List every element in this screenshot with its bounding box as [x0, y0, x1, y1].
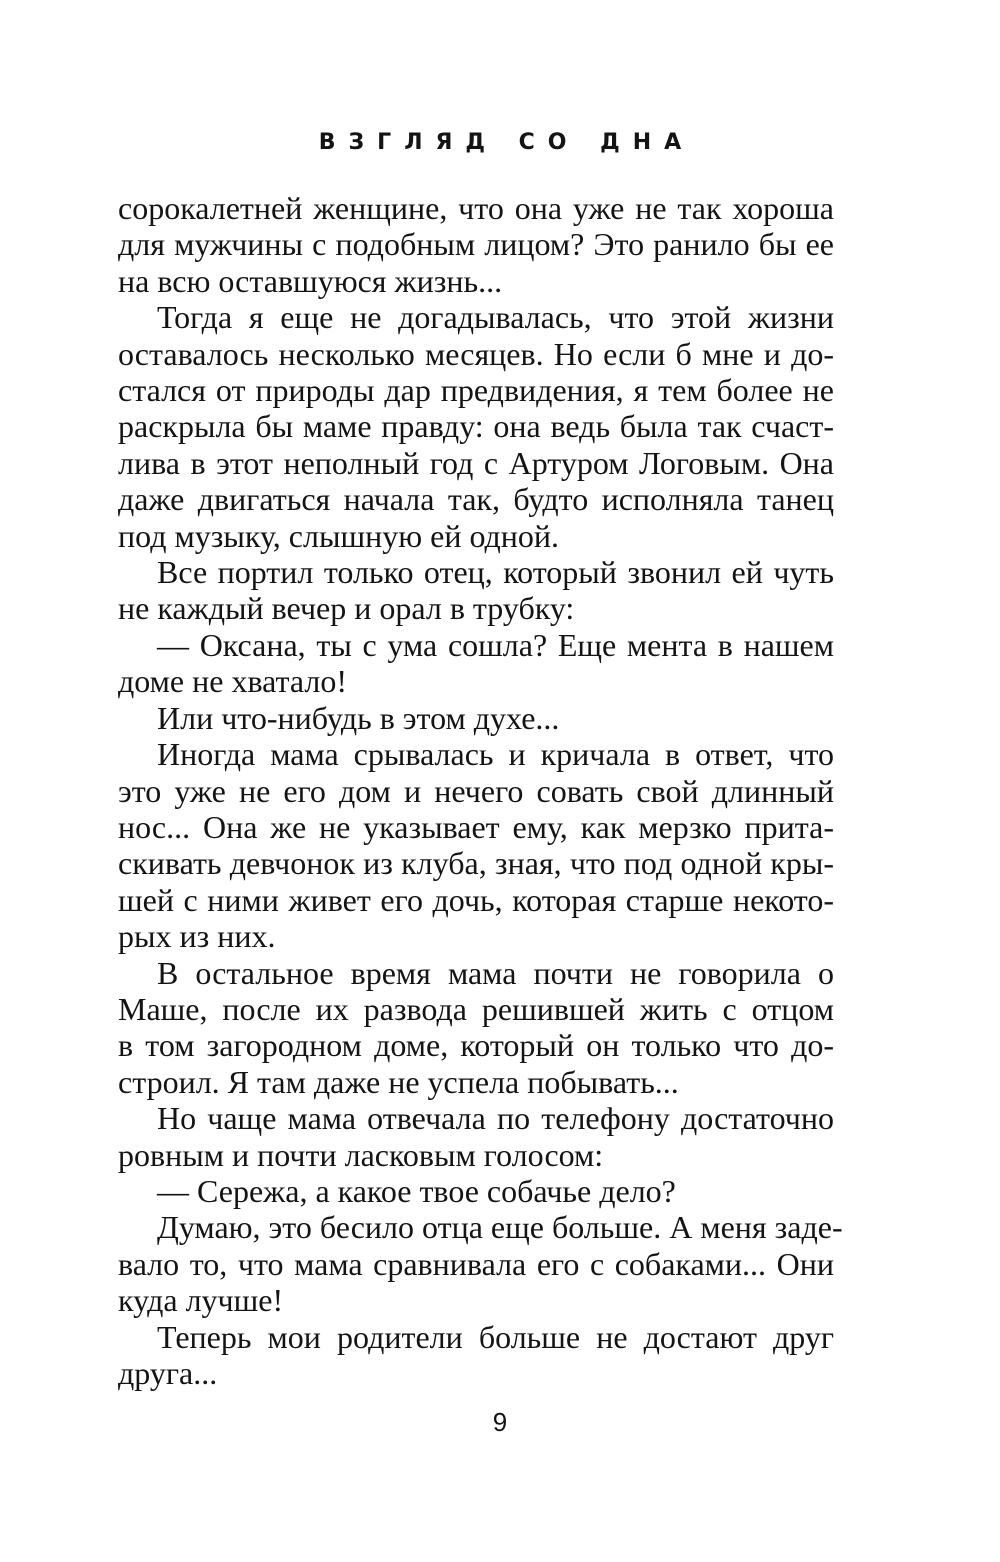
text-line: доме не хватало! — [118, 663, 347, 700]
text-line: нос... Она же не указывает ему, как мерзко прита- — [118, 808, 834, 845]
text-line: это уже не его дом и нечего совать свой длинный — [118, 772, 834, 809]
text-line: Все портил только отец, который звонил ей чуть — [157, 554, 834, 591]
paragraph — [118, 299, 834, 554]
text-line: на всю оставшуюся жизнь... — [118, 262, 503, 299]
text-line: для мужчины с подобным лицом? Это ранило бы ее — [118, 226, 834, 263]
text-line: Тогда я еще не догадывалась, что этой жизни — [157, 299, 834, 336]
text-line: сорокалетней женщине, что она уже не так хороша — [118, 190, 834, 226]
paragraph — [118, 700, 834, 736]
text-line: — Оксана, ты с ума сошла? Еще мента в нашем — [157, 626, 834, 663]
text-line: друга... — [118, 1355, 218, 1391]
text-line: Маше, после их развода решившей жить с отцом — [118, 990, 834, 1027]
paragraph — [118, 190, 834, 299]
text-line: шей с ними живет его дочь, которая старше некото- — [118, 881, 834, 918]
text-line: лива в этот неполный год с Артуром Логовым. Она — [118, 444, 834, 481]
text-line: В остальное время мама почти не говорила о — [157, 954, 834, 991]
text-line: раскрыла бы маме правду: она ведь была так счаст- — [118, 408, 834, 445]
text-line: под музыку, слышную ей одной. — [118, 517, 560, 554]
text-line: даже двигаться начала так, будто исполняла танец — [118, 481, 834, 518]
body-text — [118, 190, 843, 1391]
paragraph — [118, 1173, 834, 1209]
text-line: Думаю, это бесило отца еще больше. А меня заде- — [157, 1209, 843, 1246]
text-line: Или что-нибудь в этом духе... — [157, 699, 560, 736]
text-line: Теперь мои родители больше не достают друг — [157, 1318, 834, 1355]
text-line: оставалось несколько месяцев. Но если б мне и до- — [118, 335, 834, 372]
text-line: — Сережа, а какое твое собачье дело? — [157, 1172, 676, 1209]
paragraph — [118, 554, 834, 627]
paragraph — [118, 1319, 834, 1392]
text-line: стался от природы дар предвидения, я тем более не — [118, 372, 834, 409]
paragraph — [118, 627, 834, 700]
running-head: ВЗГЛЯД СО ДНА — [318, 130, 695, 155]
text-line: не каждый вечер и орал в трубку: — [118, 590, 575, 627]
text-line: Иногда мама срывалась и кричала в ответ, что — [157, 736, 834, 773]
paragraph — [118, 736, 834, 954]
paragraph — [118, 1209, 843, 1319]
text-line: строил. Я там даже не успела побывать... — [118, 1063, 679, 1100]
text-line: вало то, что мама сравнивала его с собаками... Они — [118, 1245, 834, 1282]
paragraph — [118, 1100, 834, 1173]
text-line: рых из них. — [118, 918, 276, 955]
text-line: скивать девчонок из клуба, зная, что под одной кры- — [118, 845, 834, 882]
text-line: в том загородном доме, который он только что до- — [118, 1027, 834, 1064]
text-line: ровным и почти ласковым голосом: — [118, 1136, 604, 1173]
text-line: Но чаще мама отвечала по телефону достаточно — [157, 1100, 834, 1137]
page-number: 9 — [492, 1407, 508, 1437]
text-line: куда лучше! — [118, 1282, 284, 1319]
paragraph — [118, 955, 834, 1101]
